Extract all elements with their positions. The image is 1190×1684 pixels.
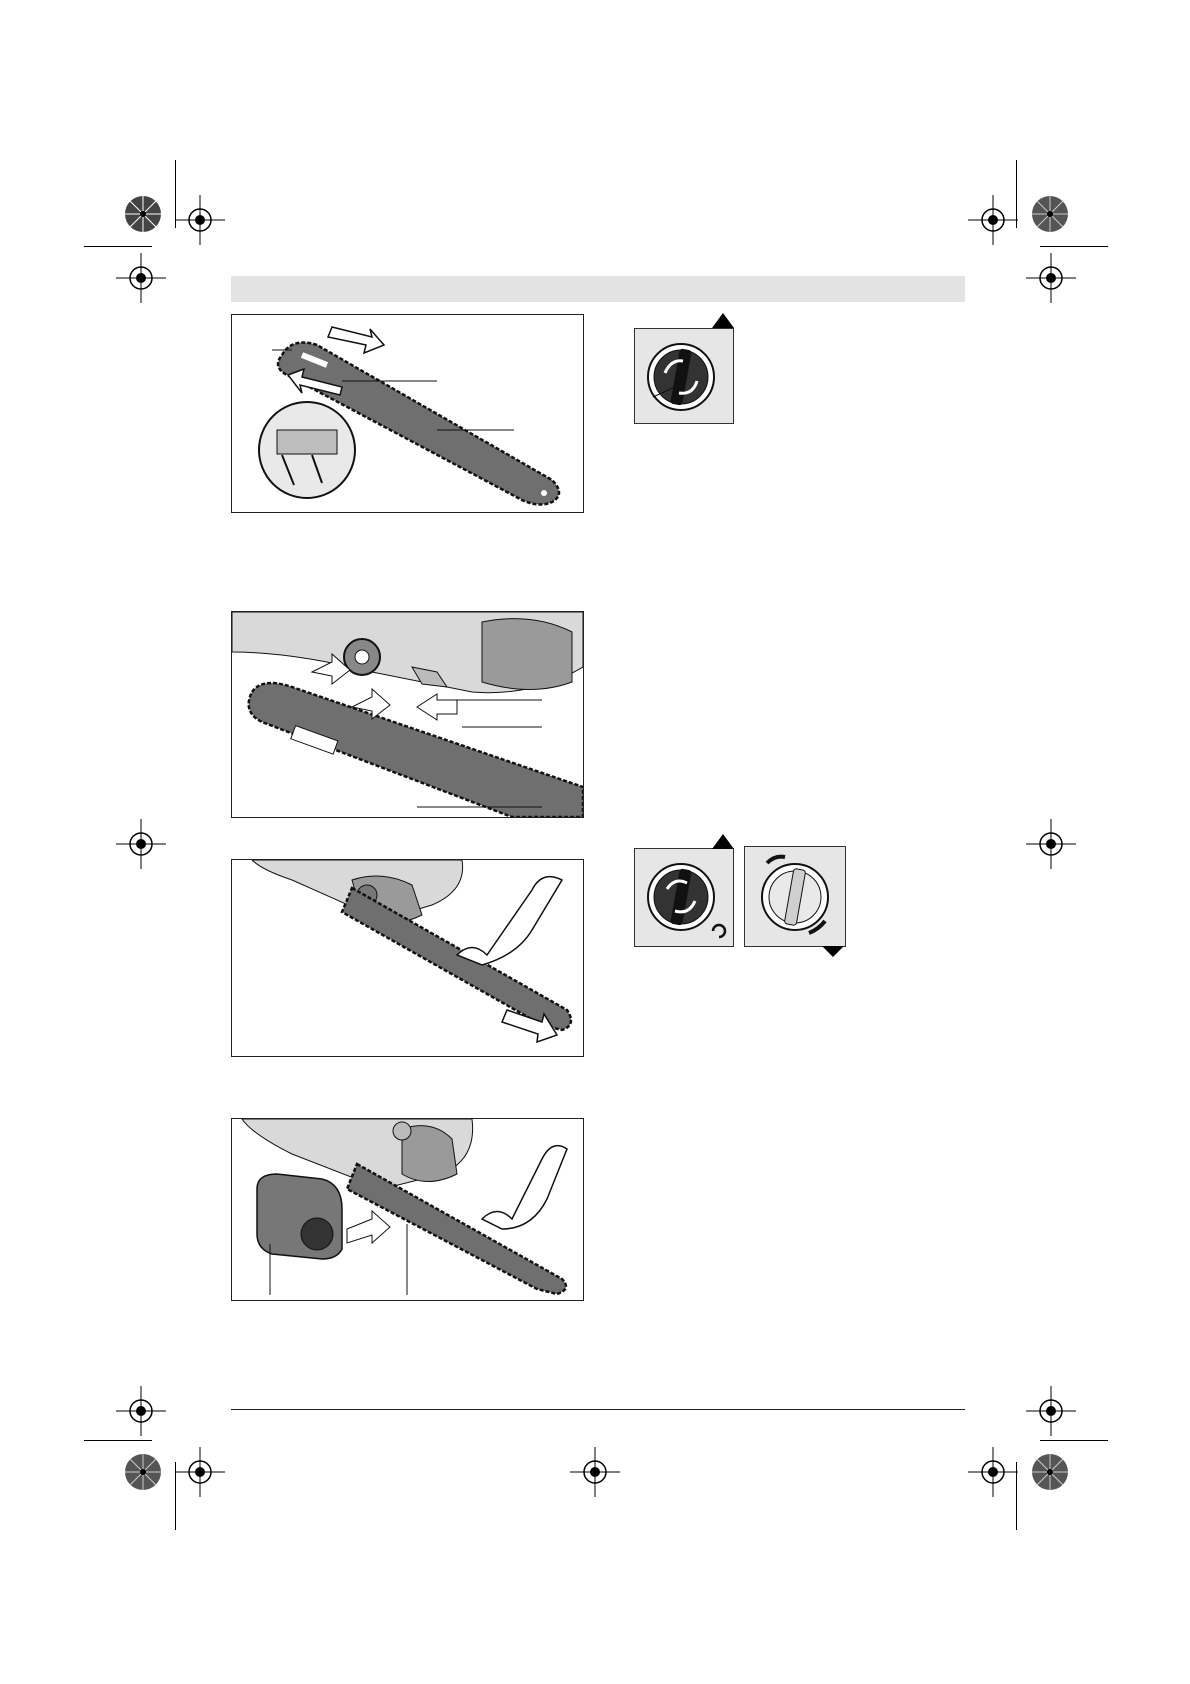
- crop-mark: [84, 246, 152, 247]
- registration-mark-bottom-left: [175, 1447, 225, 1497]
- registration-mark-bottom-right: [968, 1447, 1018, 1497]
- color-wheel-top-left: [124, 195, 162, 233]
- figure-chain-mounting: [231, 611, 584, 818]
- figure-chain-tension-by-hand: [231, 859, 584, 1057]
- registration-mark-icon: [968, 1447, 1018, 1497]
- footer-rule: [231, 1409, 965, 1410]
- color-wheel-bottom-left: [124, 1453, 162, 1491]
- figure-knob-lock: [634, 848, 734, 947]
- registration-mark-icon: [1026, 819, 1076, 869]
- registration-mark-top-right: [968, 195, 1018, 245]
- registration-mark-icon: [1026, 253, 1076, 303]
- triangle-marker-icon: [712, 313, 734, 328]
- crop-mark: [84, 1440, 152, 1441]
- color-wheel-icon: [1031, 1453, 1069, 1491]
- registration-mark-left-lower: [116, 1386, 166, 1436]
- color-wheel-icon: [124, 195, 162, 233]
- color-wheel-icon: [124, 1453, 162, 1491]
- figure-bar-and-chain: [231, 314, 584, 513]
- registration-mark-icon: [116, 1386, 166, 1436]
- triangle-marker-icon: [822, 946, 844, 957]
- registration-mark-right-lower: [1026, 1386, 1076, 1436]
- figure-knob-single: [634, 328, 734, 424]
- color-wheel-top-right: [1031, 195, 1069, 233]
- crop-mark: [175, 1462, 176, 1530]
- registration-mark-icon: [570, 1447, 620, 1497]
- crop-mark: [175, 160, 176, 228]
- registration-mark-icon: [175, 195, 225, 245]
- color-wheel-bottom-right: [1031, 1453, 1069, 1491]
- crop-mark: [1040, 1440, 1108, 1441]
- header-bar: [231, 276, 965, 302]
- rotate-arrow-icon: [713, 925, 725, 937]
- triangle-marker-icon: [712, 834, 734, 849]
- crop-mark: [1040, 246, 1108, 247]
- registration-mark-left-middle: [116, 819, 166, 869]
- registration-mark-top-left: [175, 195, 225, 245]
- crop-mark: [1016, 1462, 1017, 1530]
- registration-mark-icon: [1026, 1386, 1076, 1436]
- registration-mark-right-middle: [1026, 819, 1076, 869]
- figure-knob-release: [744, 846, 846, 947]
- registration-mark-left-upper: [116, 253, 166, 303]
- registration-mark-right-upper: [1026, 253, 1076, 303]
- crop-mark: [1016, 160, 1017, 228]
- color-wheel-icon: [1031, 195, 1069, 233]
- registration-mark-icon: [116, 253, 166, 303]
- figure-cover-fitting: [231, 1118, 584, 1301]
- registration-mark-icon: [968, 195, 1018, 245]
- registration-mark-icon: [175, 1447, 225, 1497]
- registration-mark-icon: [116, 819, 166, 869]
- registration-mark-bottom-center: [570, 1447, 620, 1497]
